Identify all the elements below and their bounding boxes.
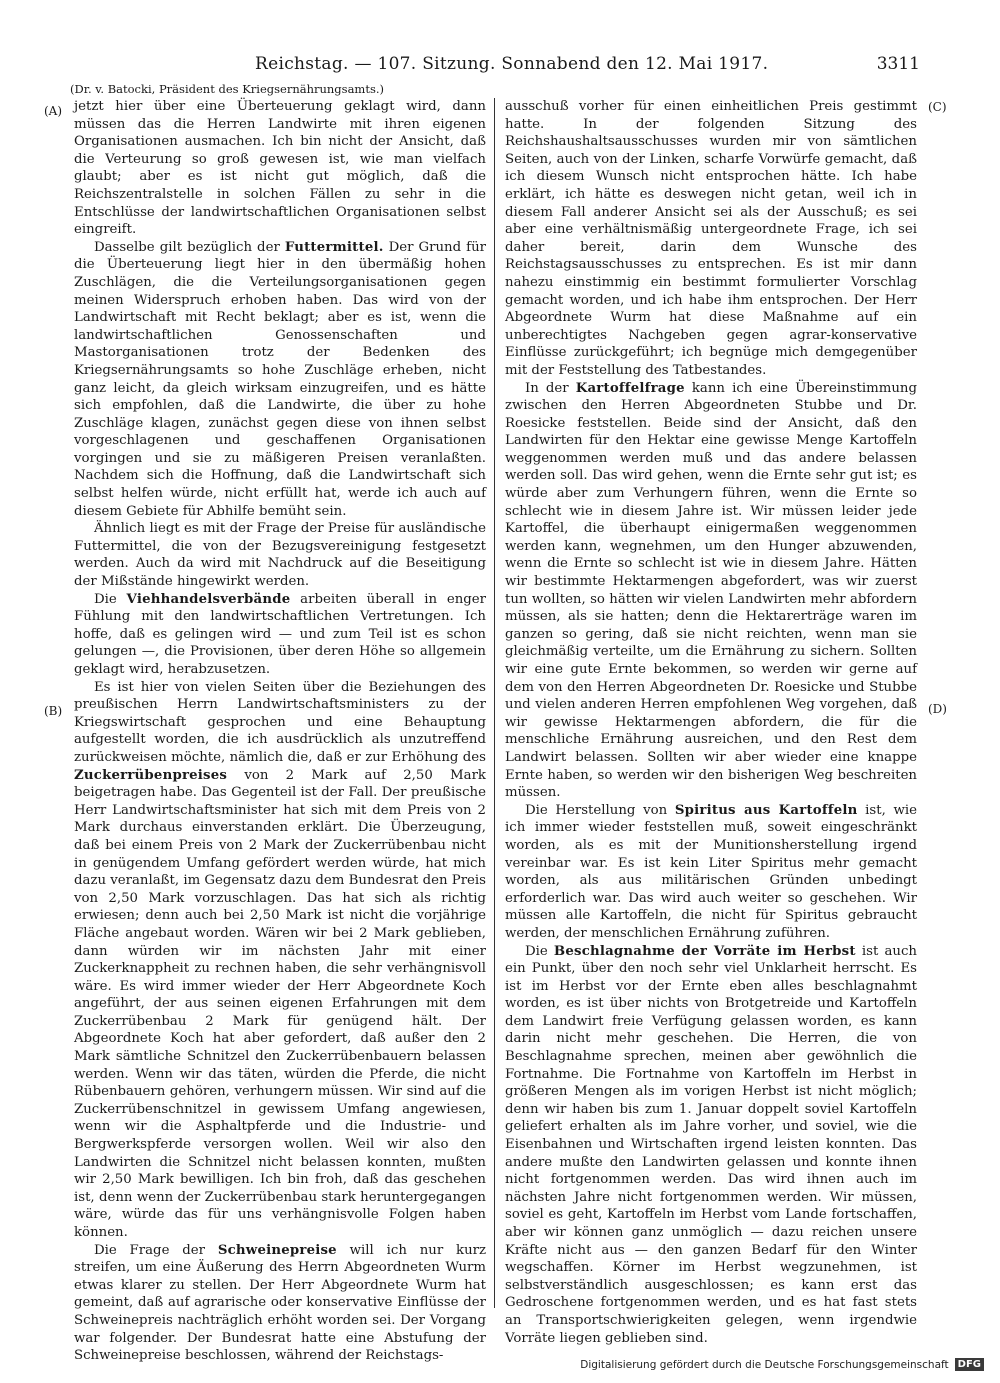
footer-credit: Digitalisierung gefördert durch die Deutsche Forschungsgemeinschaft bbox=[580, 1358, 949, 1371]
keyword: Viehhandelsverbände bbox=[126, 591, 291, 607]
paragraph: Die Herstellung von Spiritus aus Kartoffeln ist, wie ich immer wieder feststellen muß, soweit eingeschränkt worden, als es mit der Munitionsherstellung irgend vereinbar war. Es ist kein Liter Spiritus mehr gemacht worden, als aus militärischen Gründen unbedingt erforderlich war. Das wird auch weiter so geschehen. Wir müssen alle Kartoffeln, die nicht für Spiritus gebraucht werden, der menschlichen Ernährung zuführen. bbox=[505, 802, 918, 941]
keyword: Schweinepreise bbox=[217, 1242, 337, 1258]
keyword: Spiritus aus Kartoffeln bbox=[674, 802, 858, 818]
left-column bbox=[74, 98, 487, 1364]
paragraph: In der Kartoffelfrage kann ich eine Übereinstimmung zwischen den Herren Abgeordneten Stubbe und Dr. Roesicke feststellen. Beide sind der Ansicht, daß den Landwirten für den Hektar eine gewisse Menge Kartoffeln weggenommen werden muß und das andere belassen werden soll. Das wird gehen, wenn die Ernte sehr gut ist; es würde aber zum Verhungern führen, wenn die Ernte so schlecht wie in diesem Jahre ist. Wir müssen leider jede Kartoffel, die überhaupt einigermaßen weggenommen werden kann, wegnehmen, um den Hunger abzuwenden, wenn die Ernte so schlecht ist wie in diesem Jahre. Hätten wir bestimmte Hektarmengen abgefordert, was wir zuerst tun wollten, so hätten wir vielen Landwirten mehr abfordern müssen, als sie hatten; denn die Hektarerträge waren im ganzen so gering, daß sie nicht reichten, wenn man sie gleichmäßig verteilte, um die Ernährung zu sichern. Sollten wir eine gute Ernte bekommen, so werden wir gerne auf dem von den Herren Abgeordneten Dr. Roesicke und Stubbe und vielen anderen Herren empfohlenen Weg vorgehen, daß wir gewisse Hektarmengen abfordern, die für die menschliche Ernährung ausreichen, und den Rest dem Landwirt belassen. Sollten wir aber wieder eine knappe Ernte haben, so werden wir den bisherigen Weg beschreiten müssen. bbox=[505, 380, 917, 801]
margin-marker-b: (B) bbox=[44, 704, 63, 718]
paragraph: Dasselbe gilt bezüglich der Futtermittel. Der Grund für die Überteuerung liegt hier in den übermäßig hohen Zuschlägen, die die Verteilungsorganisationen gegen meinen Widerspruch erhoben haben. Das wird von der Landwirtschaft mit Recht beklagt; aber es ist, wenn die landwirtschaftlichen Genossenschaften und Mastorganisationen trotz der Bedenken des Kriegsernährungsamts so hohe Zuschläge erheben, nicht ganz leicht, da gleich wirksam einzugreifen, und es hätte sich empfohlen, daß die Landwirte, die über zu hohe Zuschläge klagen, zunächst gegen diese von ihnen selbst vorgeschlagenen und geschaffenen Organisationen vorgingen und sie zu mäßigeren Preisen veranlaßten. Nachdem sich die Hoffnung, daß die Landwirtschaft sich selbst helfen würde, nicht erfüllt hat, werde ich auch auf diesem Gebiete für Abhilfe bemüht sein. bbox=[74, 239, 486, 519]
paragraph: Ähnlich liegt es mit der Frage der Preise für ausländische Futtermittel, die von der Bezugsvereinigung festgesetzt werden. Auch da wird mit Nachdruck auf die Beseitigung der Mißstände hingewirkt werden. bbox=[74, 521, 486, 590]
speaker-note: (Dr. v. Batocki, Präsident des Kriegsernährungsamts.) bbox=[70, 82, 384, 96]
paragraph: jetzt hier über eine Überteuerung geklagt wird, dann müssen das die Herren Landwirte mit ihren eigenen Organisationen ausmachen. Ich bin nicht der Ansicht, daß die Verteurung so groß gewesen ist, wie man vielfach glaubt; aber es ist nicht gut möglich, daß die Reichszentralstelle in solchen Fällen zu sehr in die Entschlüsse der landwirtschaftlichen Organisationen selbst eingreift. bbox=[74, 99, 486, 238]
right-column bbox=[505, 98, 918, 1346]
paragraph: ausschuß vorher für einen einheitlichen Preis gestimmt hatte. In der folgenden Sitzung des Reichshaushaltsausschusses wurden mir von sämtlichen Seiten, auch von der Linken, scharfe Vorwürfe gemacht, daß ich diesem Wunsch nicht entsprochen hätte. Ich habe erklärt, ich hätte es deswegen nicht getan, weil ich in diesem Fall anderer Ansicht sei als der Ausschuß; es sei aber eine verhältnismäßig untergeordnete Frage, ich sei daher bereit, darin dem Wunsche des Reichstagsausschusses zu entsprechen. Es ist mir dann nahezu einstimmig ein bestimmt formulierter Vorschlag gemacht worden, und ich habe ihm entsprochen. Der Herr Abgeordnete Wurm hat diese Maßnahme auf ein unberechtigtes Nachgeben gegen agrar-konservative Einflüsse zurückgeführt; ich begnüge mich demgegenüber mit der Feststellung des Tatbestandes. bbox=[505, 99, 917, 378]
keyword: Futtermittel. bbox=[284, 239, 384, 255]
paragraph: Es ist hier von vielen Seiten über die Beziehungen des preußischen Herrn Landwirtschaftsministers zu der Kriegswirtschaft gesprochen und eine Behauptung aufgestellt worden, die ich ausdrücklich als unzutreffend zurückweisen möchte, nämlich die, daß er zur Erhöhung des Zuckerrübenpreises von 2 Mark auf 2,50 Mark beigetragen habe. Das Gegenteil ist der Fall. Der preußische Herr Landwirtschaftsminister hat sich mit dem Preis von 2 Mark durchaus einverstanden erklärt. Die Überzeugung, daß bei einem Preis von 2 Mark der Zuckerrübenbau nicht in genügendem Umfang gefördert werden würde, hat mich dazu veranlaßt, im Gegensatz dazu dem Bundesrat den Preis von 2,50 Mark vorzuschlagen. Das hat sich als richtig erwiesen; denn auch bei 2,50 Mark ist nicht die vorjährige Fläche angebaut worden. Wären wir bei 2 Mark geblieben, dann würden wir im nächsten Jahr mit einer Zuckerknappheit zu rechnen haben, die sehr verhängnisvoll wäre. Es wird immer wieder der Herr Abgeordnete Koch angeführt, der aus seinen eigenen Erfahrungen mit dem Zuckerrübenbau 2 Mark für genügend hält. Der Abgeordnete Koch hat aber gefordert, daß außer den 2 Mark sämtliche Schnitzel den Zuckerrübenbauern belassen werden. Wenn wir das täten, würden die Pferde, die nicht Rübenbauern gehören, verhungern müssen. Wir sind auf die Zuckerrübenschnitzel in gewissem Umfang angewiesen, wenn wir die Asphaltpferde und die Industrie- und Bergwerkspferde versorgen wollen. Weil wir also den Landwirten die Schnitzel nicht belassen konnten, mußten wir 2,50 Mark bewilligen. Ich bin froh, daß das geschehen ist, denn wenn der Zuckerrübenbau stark heruntergegangen wäre, würde das für uns verhängnisvolle Folgen haben können. bbox=[74, 679, 487, 1240]
paragraph: Die Beschlagnahme der Vorräte im Herbst ist auch ein Punkt, über den noch sehr viel Unklarheit herrscht. Es ist im Herbst vor der Ernte eben alles beschlagnahmt worden, es ist über nichts von Brotgetreide und Kartoffeln dem Landwirt freie Verfügung gelassen worden, es kann darin nicht mehr geschehen. Die Herren, die von Beschlagnahme sprechen, meinen aber gewöhnlich die Fortnahme. Die Fortnahme von Kartoffeln im Herbst in größeren Mengen als im vorigen Herbst ist nicht möglich; denn wir haben bis zum 1. Januar doppelt soviel Kartoffeln geliefert erhalten als im Jahre vorher, und soviel, wie die Eisenbahnen und Wirtschaften irgend leisten konnten. Das andere mußte den Landwirten gelassen und konnte ihnen nicht fortgenommen werden. Das wird ihnen auch im nächsten Jahre nicht fortgenommen werden. Wir müssen, soviel es geht, Kartoffeln im Herbst vom Lande fortschaffen, aber wir können ganz unmöglich — dazu reichen unsere Kräfte nicht aus — den ganzen Bedarf für den Winter wegschaffen. Körner im Herbst wegzunehmen, ist selbstverständlich ausgeschlossen; es kann erst das Gedroschene fortgenommen werden, und es hat fast stets an Transportschwierigkeiten gelegen, wenn irgendwie Vorräte liegen geblieben sind. bbox=[505, 943, 917, 1346]
page-header bbox=[60, 52, 920, 76]
page-number: 3311 bbox=[876, 54, 920, 74]
paragraph: Die Frage der Schweinepreise will ich nur kurz streifen, um eine Äußerung des Herrn Abgeordneten Wurm etwas klarer zu stellen. Der Herr Abgeordnete Wurm hat gemeint, daß auf agrarische oder konservative Einflüsse der Schweinepreis nachträglich erhöht worden sei. Der Vorgang war folgender. Der Bundesrat hatte eine Abstufung der Schweinepreise beschlossen, während der Reichstags- bbox=[74, 1242, 487, 1364]
footer bbox=[580, 1358, 984, 1371]
margin-marker-d: (D) bbox=[928, 702, 947, 716]
dfg-logo: DFG bbox=[955, 1358, 984, 1371]
margin-marker-c: (C) bbox=[928, 100, 947, 114]
keyword: Zuckerrübenpreises bbox=[74, 767, 228, 783]
margin-marker-a: (A) bbox=[44, 104, 63, 118]
keyword: Kartoffelfrage bbox=[575, 380, 685, 396]
column-divider bbox=[494, 98, 495, 1308]
paragraph: Die Viehhandelsverbände arbeiten überall in enger Fühlung mit den landwirtschaftlichen Vertretungen. Ich hoffe, daß es gelingen wird — und zum Teil ist es schon gelungen —, die Provisionen, über deren Höhe so allgemein geklagt wird, herabzusetzen. bbox=[74, 591, 486, 677]
keyword: Beschlagnahme der Vorräte im Herbst bbox=[553, 943, 856, 959]
running-title: Reichstag. — 107. Sitzung. Sonnabend den 12. Mai 1917. bbox=[255, 54, 769, 74]
